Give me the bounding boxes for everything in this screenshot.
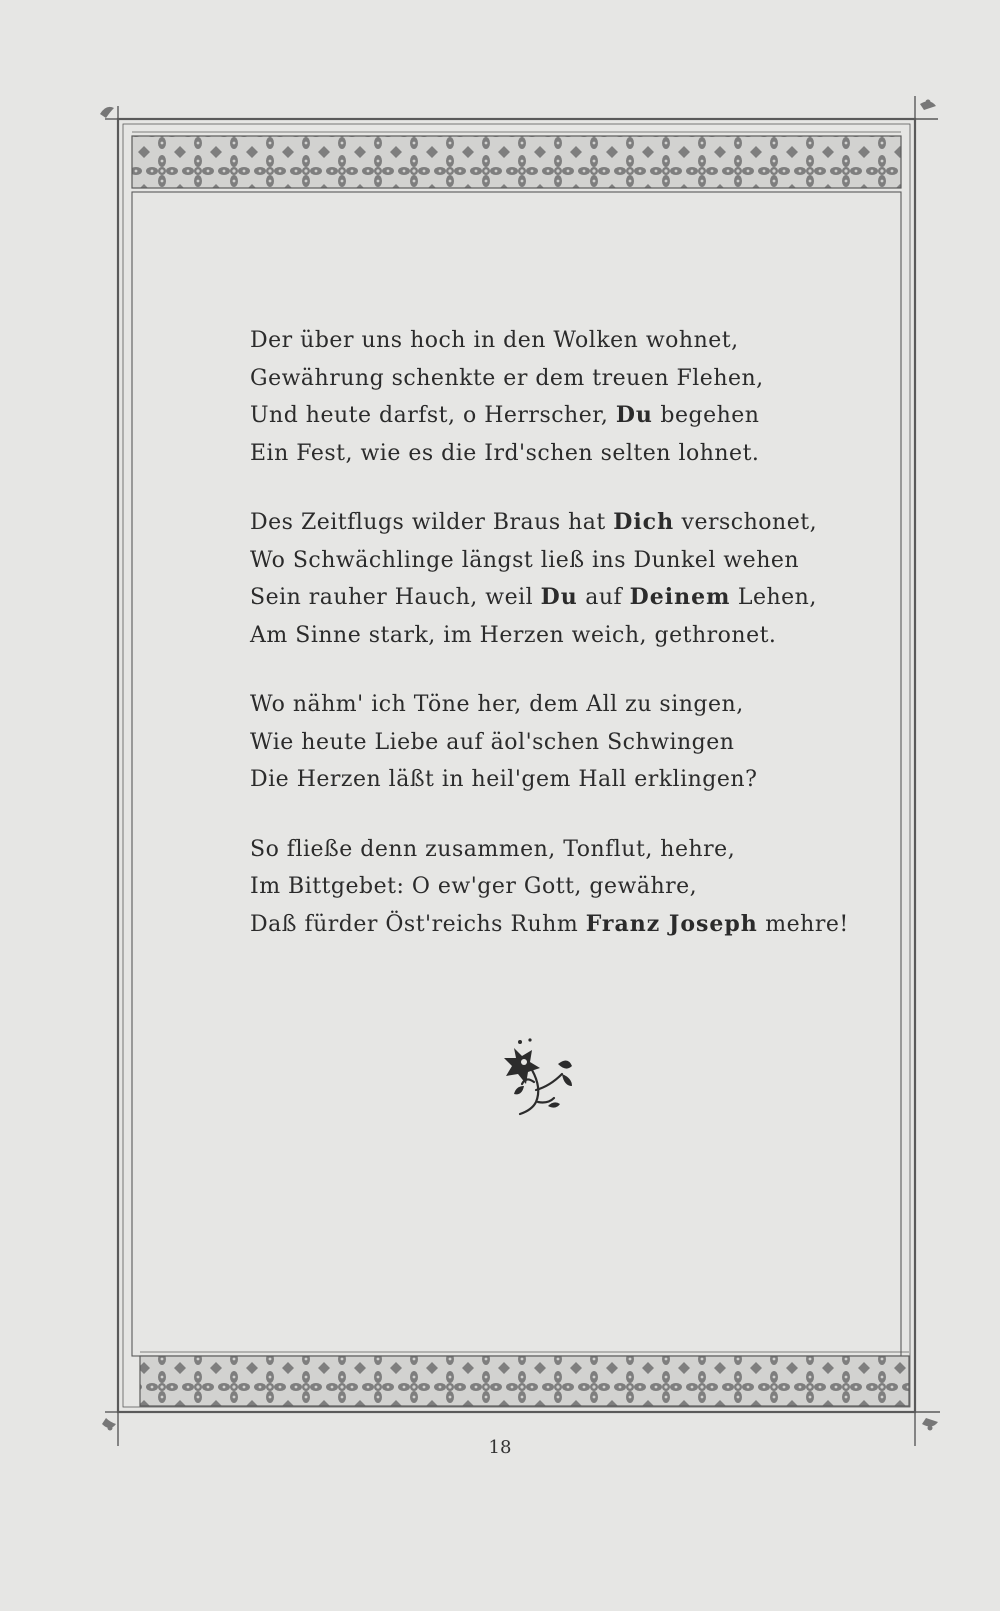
emphasized-word: Du [615, 402, 653, 428]
poem [250, 322, 849, 943]
line-text: Des Zeitflugs wilder Braus hat [250, 510, 614, 535]
line-text: auf [577, 585, 630, 610]
poem-line [250, 761, 810, 799]
line-text: Am Sinne stark, im Herzen weich, gethronet. [250, 622, 777, 648]
line-text: Gewährung schenkte er dem treuen Flehen, [250, 365, 764, 391]
poem-line [250, 504, 818, 542]
poem-line [250, 831, 810, 869]
flower-sprig-icon [490, 1030, 590, 1120]
poem-line [250, 397, 810, 435]
emphasized-word: Deinem [629, 584, 731, 610]
line-text: Sein rauher Hauch, weil [250, 585, 541, 610]
stanza [250, 686, 810, 799]
line-text: Der über uns hoch in den Wolken wohnet, [250, 328, 739, 353]
poem-line [250, 906, 849, 944]
poem-line [250, 724, 810, 762]
line-text: Daß fürder Öst'reichs Ruhm [250, 911, 586, 937]
poem-line [250, 686, 810, 724]
stanza [250, 831, 849, 944]
line-text: mehre! [757, 911, 849, 937]
line-text: Wie heute Liebe auf äol'schen Schwingen [250, 729, 735, 755]
line-text: So fließe denn zusammen, Tonflut, hehre, [250, 836, 736, 862]
poem-line [250, 617, 810, 655]
line-text: Ein Fest, wie es die Ird'schen selten lohnet. [250, 440, 760, 466]
line-text: Wo Schwächlinge längst ließ ins Dunkel wehen [250, 547, 800, 573]
page-number: 18 [488, 1437, 512, 1458]
emphasized-word: Du [540, 584, 578, 610]
line-text: Die Herzen läßt in heil'gem Hall erklingen? [250, 767, 758, 792]
poem-line [250, 360, 810, 398]
stanza [250, 322, 810, 472]
stanza [250, 504, 818, 654]
line-text: Im Bittgebet: O ew'ger Gott, gewähre, [250, 874, 698, 899]
poem-line [250, 542, 810, 580]
emphasized-word: Dich [613, 509, 675, 535]
line-text: verschonet, [674, 510, 818, 535]
line-text: begehen [652, 403, 760, 428]
line-text: Und heute darfst, o Herrscher, [250, 403, 616, 428]
poem-line [250, 579, 817, 617]
poem-line [250, 322, 810, 360]
poem-line [250, 868, 810, 906]
line-text: Lehen, [730, 585, 817, 610]
poem-line [250, 435, 810, 473]
emphasized-word: Franz Joseph [585, 910, 758, 937]
line-text: Wo nähm' ich Töne her, dem All zu singen, [250, 692, 744, 717]
